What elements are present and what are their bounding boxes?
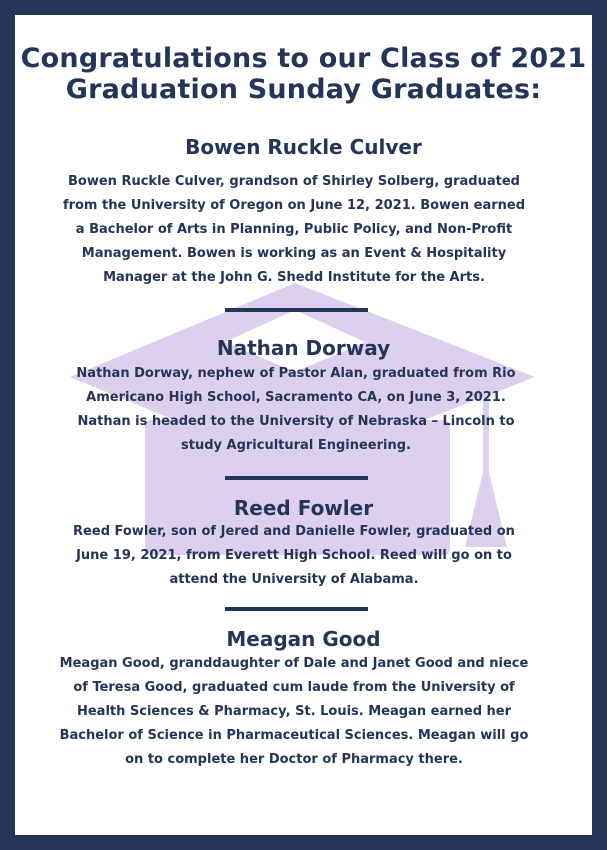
title-line-1: Congratulations to our Class of 2021 <box>20 43 587 74</box>
section-divider <box>225 308 368 312</box>
page-title <box>15 43 592 105</box>
graduate-name: Meagan Good <box>226 627 381 651</box>
section-divider <box>225 476 368 480</box>
graduate-bio: Meagan Good, granddaughter of Dale and Janet Good and niece of Teresa Good, graduated cum laude from the University of Health Sciences & Pharmacy, St. Louis. Meagan earned her Bachelor of Science in Pharmaceutical Sciences. Meagan will go on to complete her Doctor of Pharmacy there. <box>59 656 529 767</box>
graduate-bio: Bowen Ruckle Culver, grandson of Shirley Solberg, graduated from the University of Oregon on June 12, 2021. Bowen earned a Bachelor of Arts in Planning, Public Policy, and Non-Profit Management. Bowen is working as an Event & Hospitality Manager at the John G. Shedd Institute for the Arts. <box>62 174 526 285</box>
title-line-2: Graduation Sunday Graduates: <box>65 74 542 105</box>
graduate-name: Bowen Ruckle Culver <box>185 135 422 159</box>
graduate-bio: Nathan Dorway, nephew of Pastor Alan, graduated from Rio Americano High School, Sacramento CA, on June 3, 2021. Nathan is headed to the University of Nebraska – Lincoln to study Agricultural Engineering. <box>76 366 516 453</box>
graduate-name: Nathan Dorway <box>216 336 391 360</box>
section-divider <box>225 607 368 611</box>
graduate-bio: Reed Fowler, son of Jered and Danielle Fowler, graduated on June 19, 2021, from Everett High School. Reed will go on to attend the University of Alabama. <box>73 524 515 587</box>
graduate-name: Reed Fowler <box>233 496 374 520</box>
announcement-card <box>15 15 592 835</box>
